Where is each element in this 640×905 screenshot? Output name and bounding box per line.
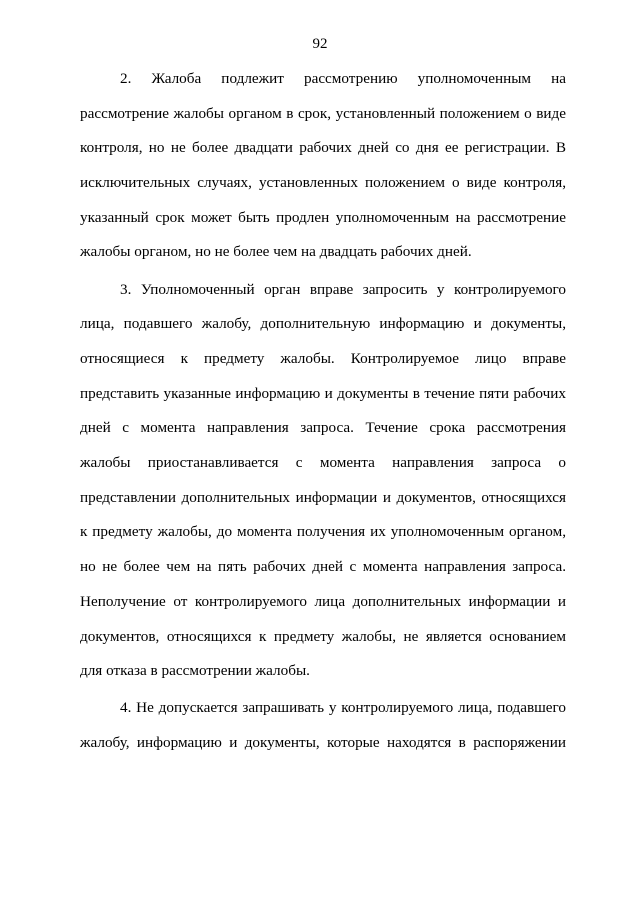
text-line: рассмотрение жалобы органом в срок, установленный положением о виде [80, 104, 566, 122]
page-number: 92 [312, 36, 328, 52]
text-line: представить указанные информацию и документы в течение пяти рабочих [80, 384, 566, 402]
text-line: контроля, но не более двадцати рабочих дней со дня ее регистрации. В [80, 139, 566, 157]
paragraph-item-4 [80, 691, 566, 760]
text-line: документов, относящихся к предмету жалобы, не является основанием [80, 627, 566, 645]
paragraph-item-3 [80, 273, 566, 689]
text-line: жалобы приостанавливается с момента направления запроса о [80, 454, 566, 472]
text-line: 4. Не допускается запрашивать у контролируемого лица, подавшего [120, 699, 566, 717]
text-line: относящиеся к предмету жалобы. Контролируемое лицо вправе [80, 350, 566, 367]
text-line: представлении дополнительных информации и документов, относящихся [80, 488, 566, 506]
text-line: исключительных случаях, установленных положением о виде контроля, [80, 174, 566, 192]
text-line: но не более чем на пять рабочих дней с момента направления запроса. [80, 558, 566, 576]
text-line: 3. Уполномоченный орган вправе запросить у контролируемого [120, 280, 566, 298]
text-line: указанный срок может быть продлен уполномоченным на рассмотрение [80, 208, 566, 226]
text-line: жалобы органом, но не более чем на двадцать рабочих дней. [80, 243, 472, 261]
text-line: дней с момента направления запроса. Течение срока рассмотрения [80, 419, 566, 437]
text-line: к предмету жалобы, до момента получения их уполномоченным органом, [80, 523, 566, 541]
text-line: лица, подавшего жалобу, дополнительную информацию и документы, [80, 315, 566, 333]
text-line: жалобу, информацию и документы, которые находятся в распоряжении [80, 734, 566, 752]
text-line: Неполучение от контролируемого лица дополнительных информации и [80, 592, 566, 610]
text-line: для отказа в рассмотрении жалобы. [80, 662, 310, 680]
paragraph-item-2 [80, 62, 566, 270]
text-line: 2. Жалоба подлежит рассмотрению уполномоченным на [120, 70, 566, 87]
document-body [80, 62, 566, 761]
